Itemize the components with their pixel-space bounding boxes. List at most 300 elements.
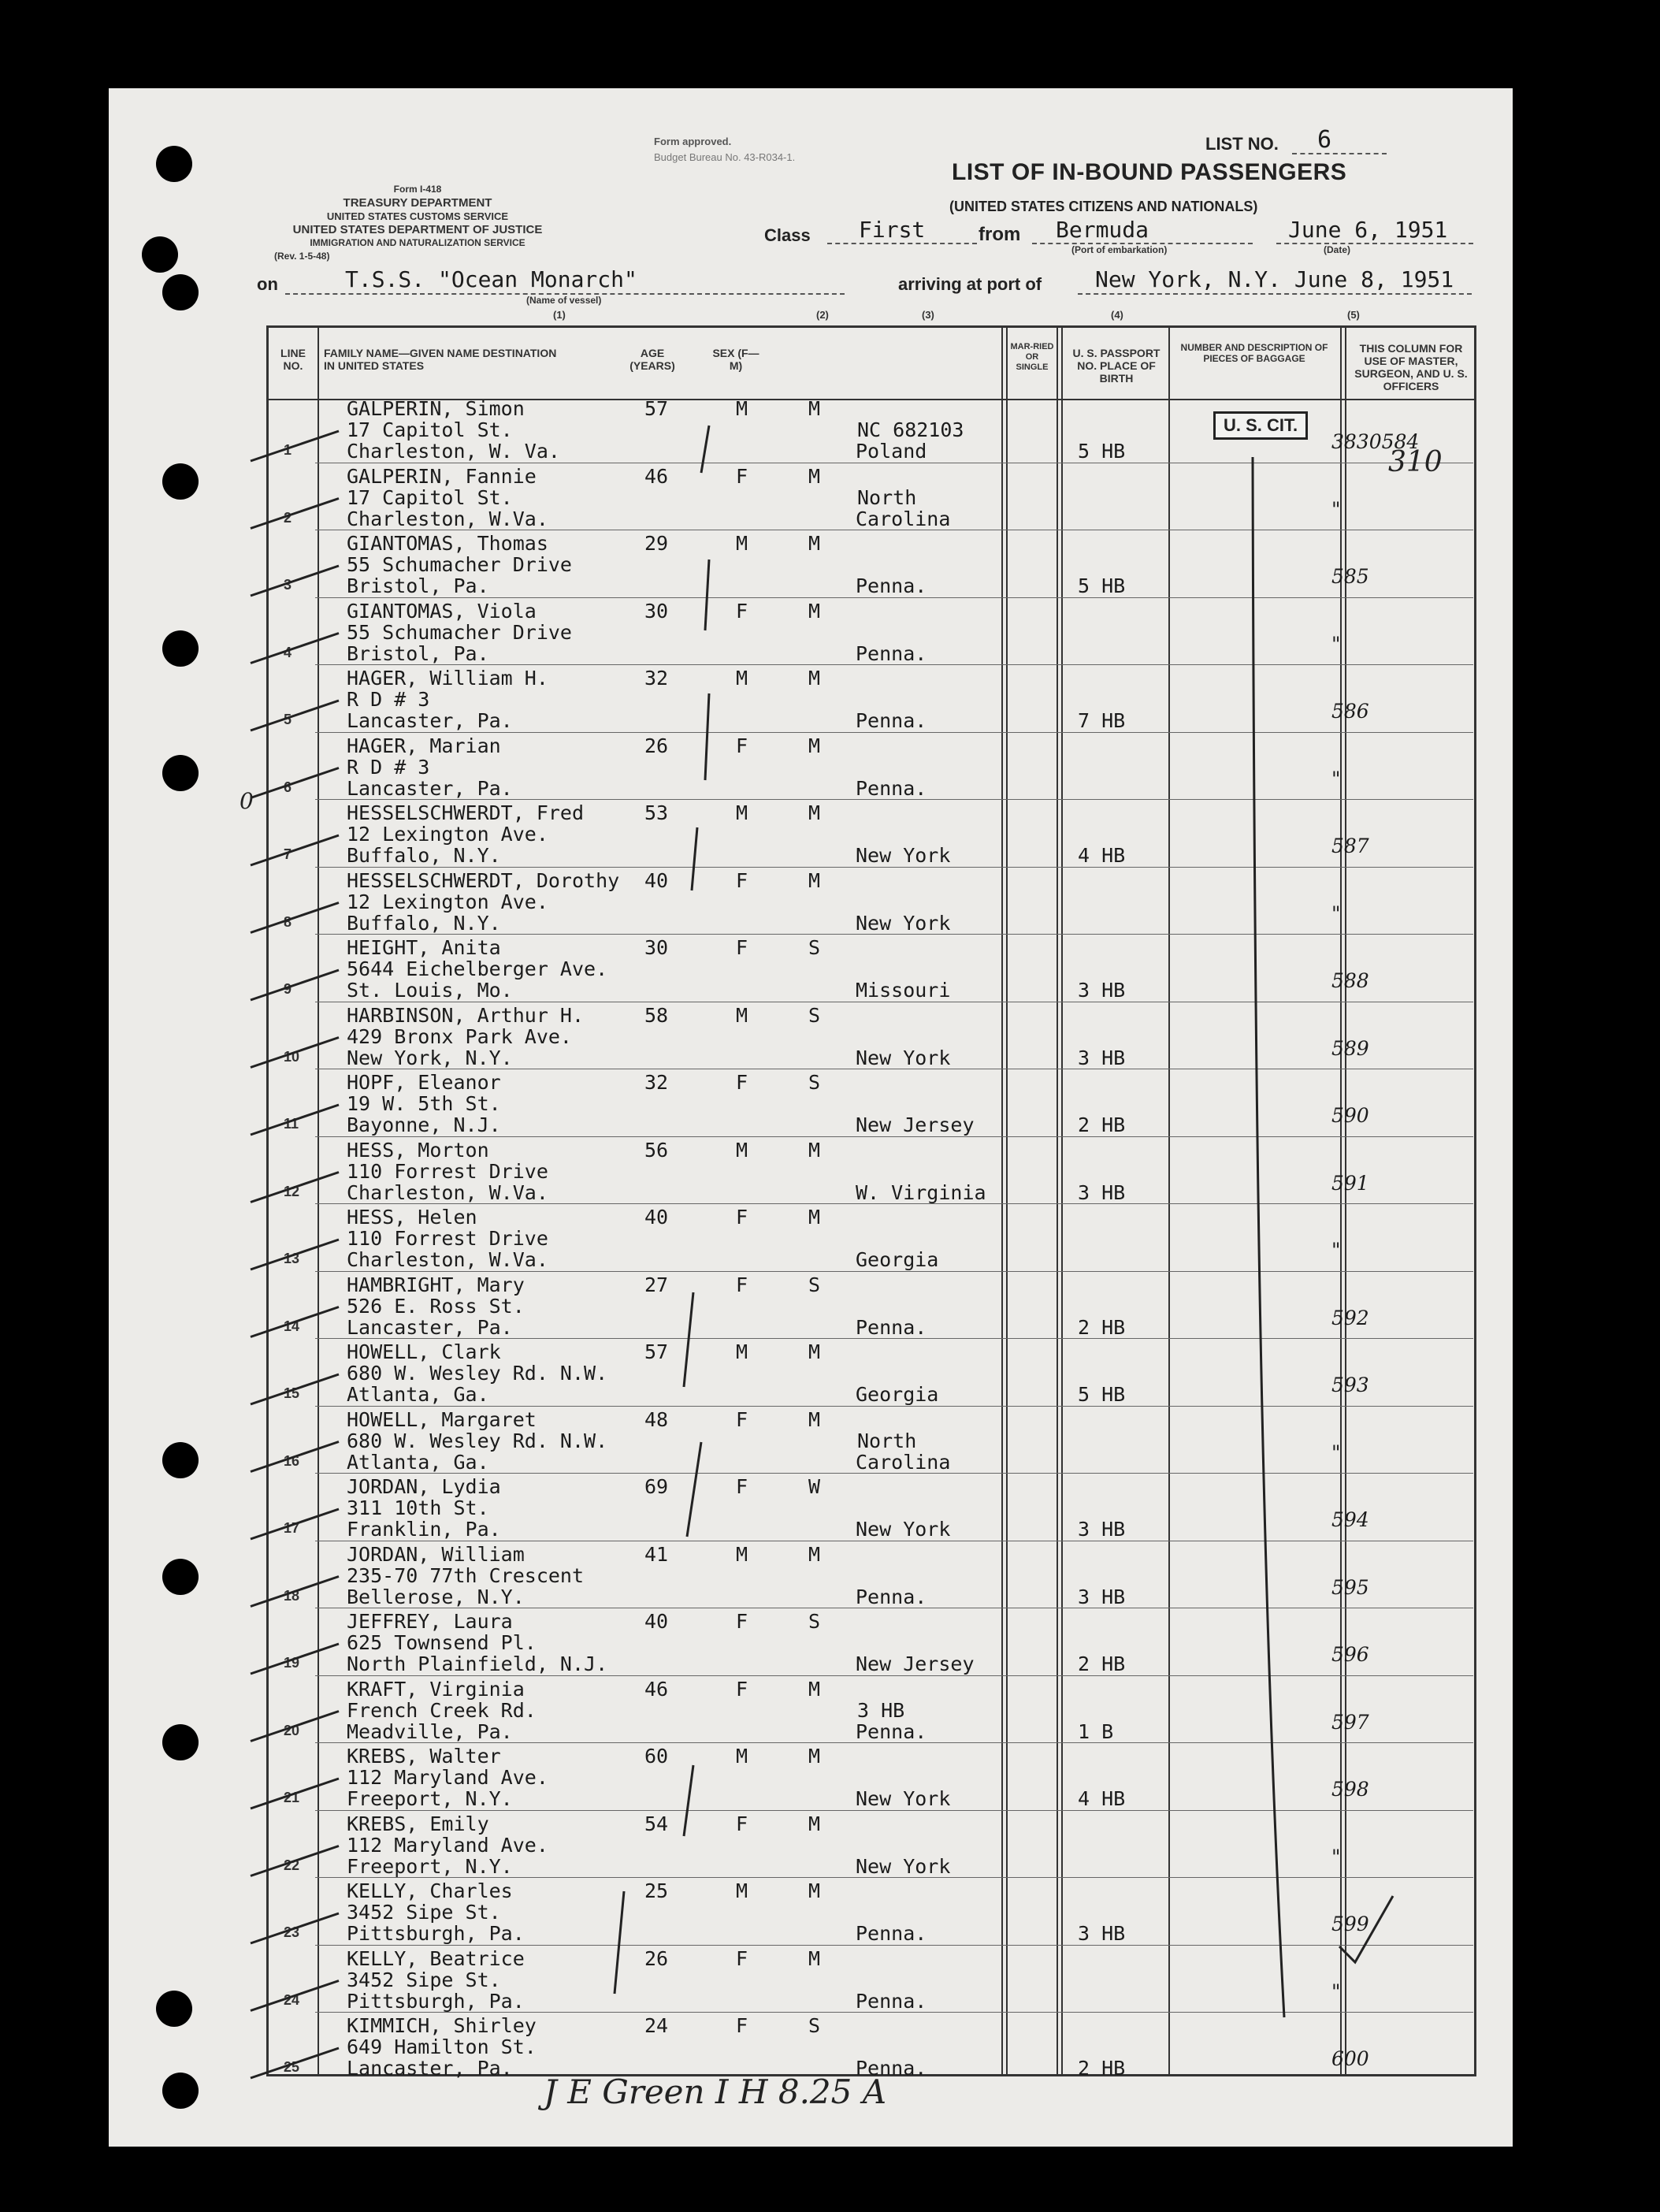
place-of-birth: New Jersey (856, 1652, 975, 1675)
passenger-city: New York, N.Y. (347, 1046, 513, 1069)
revision: (Rev. 1-5-48) (274, 251, 330, 262)
margin-tick (251, 768, 339, 798)
line-number: 11 (284, 1116, 299, 1132)
passenger-sex: M (736, 1003, 748, 1027)
passenger-age: 29 (644, 532, 669, 555)
passenger-name: HESS, Morton (347, 1138, 489, 1162)
baggage: 3 HB (1078, 1180, 1126, 1204)
marital-status: M (808, 1138, 821, 1162)
passenger-name: GIANTOMAS, Viola (347, 599, 537, 623)
passenger-name: KRAFT, Virginia (347, 1677, 525, 1701)
passenger-age: 54 (644, 1812, 669, 1835)
officer-note: " (1331, 1845, 1341, 1868)
margin-tick (251, 1644, 339, 1674)
passenger-city: Lancaster, Pa. (347, 2057, 513, 2080)
passenger-name: KELLY, Charles (347, 1879, 513, 1902)
passenger-city: Freeport, N.Y. (347, 1787, 513, 1810)
passenger-name: KELLY, Beatrice (347, 1946, 525, 1970)
passenger-address: 17 Capitol St. (347, 418, 513, 441)
place-of-birth: Poland (856, 440, 927, 463)
passenger-name: HAGER, William H. (347, 667, 548, 690)
baggage: 3 HB (1078, 1518, 1126, 1541)
passenger-address: 55 Schumacher Drive (347, 620, 572, 644)
vessel-caption: (Name of vessel) (526, 295, 602, 306)
passenger-name: JEFFREY, Laura (347, 1610, 513, 1633)
passenger-address: 680 W. Wesley Rd. N.W. (347, 1362, 608, 1385)
marital-status: M (808, 801, 821, 824)
passport-no: North (857, 1429, 917, 1452)
line-number: 20 (284, 1722, 300, 1738)
passenger-address: 12 Lexington Ave. (347, 823, 548, 846)
passenger-sex: F (736, 1677, 748, 1701)
passenger-age: 26 (644, 1946, 669, 1970)
col-num-1: (1) (553, 309, 566, 321)
baggage: 5 HB (1078, 440, 1126, 463)
marital-status: M (808, 1677, 821, 1701)
passenger-name: HOWELL, Clark (347, 1340, 501, 1363)
passenger-city: Charleston, W. Va. (347, 440, 560, 463)
from-value: Bermuda (1056, 217, 1149, 243)
baggage: 4 HB (1078, 844, 1126, 867)
marital-status: M (808, 532, 821, 555)
port-caption: (Port of embarkation) (1071, 244, 1168, 255)
passenger-sex: M (736, 532, 748, 555)
margin-tick (251, 1374, 339, 1404)
passenger-age: 56 (644, 1138, 669, 1162)
passenger-city: Atlanta, Ga. (347, 1383, 489, 1406)
passenger-sex: F (736, 1273, 748, 1296)
line-number: 4 (284, 644, 292, 660)
place-of-birth: Penna. (856, 1585, 927, 1608)
marital-status: S (808, 1003, 821, 1027)
passenger-age: 24 (644, 2014, 669, 2037)
passenger-sex: F (736, 464, 748, 488)
passenger-address: French Creek Rd. (347, 1698, 537, 1722)
place-of-birth: Penna. (856, 2057, 927, 2080)
passenger-age: 32 (644, 667, 669, 690)
treasury-dept: TREASURY DEPARTMENT (343, 196, 492, 210)
passenger-name: HESS, Helen (347, 1206, 477, 1229)
form-approved: Form approved. (654, 136, 732, 147)
margin-tick (251, 903, 339, 933)
passenger-name: HOWELL, Margaret (347, 1407, 537, 1431)
line-number: 25 (284, 2059, 300, 2075)
class-label: Class (764, 225, 811, 245)
passenger-age: 32 (644, 1071, 669, 1094)
passenger-name: HESSELSCHWERDT, Dorothy (347, 868, 620, 892)
passenger-sex: F (736, 1407, 748, 1431)
class-value: First (859, 217, 926, 243)
marital-status: M (808, 1812, 821, 1835)
marital-status: M (808, 1745, 821, 1768)
passenger-name: HESSELSCHWERDT, Fred (347, 801, 585, 824)
handwritten-stroke (684, 1292, 693, 1387)
passenger-sex: F (736, 936, 748, 959)
passenger-name: HAMBRIGHT, Mary (347, 1273, 525, 1296)
passenger-age: 57 (644, 397, 669, 420)
passenger-age: 26 (644, 734, 669, 757)
officer-note: 591 (1331, 1171, 1369, 1195)
page-subtitle: (UNITED STATES CITIZENS AND NATIONALS) (949, 199, 1258, 214)
passenger-address: 3452 Sipe St. (347, 1968, 501, 1991)
line-number: 10 (284, 1048, 300, 1065)
form-number: Form I-418 (393, 184, 442, 195)
place-of-birth: Penna. (856, 1989, 927, 2013)
officer-note: " (1331, 767, 1341, 790)
marital-status: M (808, 667, 821, 690)
line-number: 21 (284, 1790, 300, 1805)
line-number: 6 (284, 779, 292, 795)
check-mark (1339, 1896, 1393, 1962)
line-number: 5 (284, 712, 292, 727)
place-of-birth: New York (856, 1046, 951, 1069)
passenger-age: 30 (644, 599, 669, 623)
col-num-5: (5) (1347, 309, 1360, 321)
passenger-sex: F (736, 1812, 748, 1835)
passenger-address: 112 Maryland Ave. (347, 1766, 548, 1789)
passenger-city: North Plainfield, N.J. (347, 1652, 608, 1675)
officer-note: 585 (1331, 565, 1369, 588)
vessel-name: T.S.S. "Ocean Monarch" (345, 266, 637, 292)
marital-status: S (808, 1071, 821, 1094)
passenger-address: 112 Maryland Ave. (347, 1833, 548, 1857)
us-cit-stamp: U. S. CIT. (1213, 411, 1308, 440)
line-number: 14 (284, 1318, 300, 1334)
marital-status: S (808, 2014, 821, 2037)
passenger-sex: F (736, 1946, 748, 1970)
passenger-name: HARBINSON, Arthur H. (347, 1003, 585, 1027)
passport-no: 3 HB (857, 1698, 905, 1722)
baggage: 2 HB (1078, 1113, 1126, 1136)
passenger-age: 30 (644, 936, 669, 959)
passenger-name: HEIGHT, Anita (347, 936, 501, 959)
margin-tick (251, 634, 339, 664)
passenger-sex: F (736, 1071, 748, 1094)
passenger-address: R D # 3 (347, 688, 430, 711)
passenger-address: 12 Lexington Ave. (347, 890, 548, 913)
passenger-sex: M (736, 1542, 748, 1566)
line-number: 1 (284, 442, 292, 458)
margin-tick (251, 1307, 339, 1337)
passenger-city: Pittsburgh, Pa. (347, 1922, 525, 1945)
baggage: 5 HB (1078, 1383, 1126, 1406)
list-no-label: LIST NO. (1205, 134, 1279, 154)
passenger-address: R D # 3 (347, 755, 430, 779)
passenger-sex: F (736, 868, 748, 892)
passenger-city: Meadville, Pa. (347, 1719, 513, 1743)
passenger-city: Buffalo, N.Y. (347, 844, 501, 867)
officer-note: 597 (1331, 1710, 1369, 1734)
margin-tick (251, 1913, 339, 1943)
passenger-address: 19 W. 5th St. (347, 1092, 501, 1115)
passenger-city: Pittsburgh, Pa. (347, 1989, 525, 2013)
passenger-city: Lancaster, Pa. (347, 709, 513, 732)
passenger-city: Lancaster, Pa. (347, 776, 513, 800)
margin-tick (251, 1173, 339, 1203)
officer-note: 586 (1331, 700, 1369, 723)
baggage: 3 HB (1078, 1922, 1126, 1945)
passenger-age: 46 (644, 464, 669, 488)
handwritten-stroke (692, 827, 697, 890)
margin-tick (251, 1442, 339, 1472)
handwritten-stroke (701, 426, 709, 473)
marital-status: M (808, 1542, 821, 1566)
line-number: 3 (284, 577, 292, 593)
line-number: 24 (284, 1991, 300, 2008)
place-of-birth: Missouri (856, 979, 951, 1002)
passenger-age: 48 (644, 1407, 669, 1431)
line-number: 19 (284, 1655, 300, 1671)
passenger-name: KREBS, Emily (347, 1812, 489, 1835)
passenger-sex: F (736, 1610, 748, 1633)
margin-tick (251, 1981, 339, 2011)
line-number: 23 (284, 1924, 300, 1940)
from-label: from (979, 224, 1021, 245)
line-number: 9 (284, 981, 292, 997)
passenger-name: HAGER, Marian (347, 734, 501, 757)
marital-status: M (808, 1206, 821, 1229)
line-number: 15 (284, 1385, 300, 1401)
officer-note: " (1331, 1441, 1341, 1464)
passenger-address: 680 W. Wesley Rd. N.W. (347, 1429, 608, 1452)
baggage: 3 HB (1078, 1046, 1126, 1069)
baggage: 1 B (1078, 1719, 1114, 1743)
passenger-sex: F (736, 1475, 748, 1498)
officer-note: 588 (1331, 969, 1369, 992)
passenger-sex: M (736, 1138, 748, 1162)
officer-note: " (1331, 902, 1341, 925)
col-num-4: (4) (1111, 309, 1123, 321)
passenger-sex: F (736, 599, 748, 623)
passenger-city: Atlanta, Ga. (347, 1450, 489, 1474)
baggage: 2 HB (1078, 2057, 1126, 2080)
passport-no: NC 682103 (857, 418, 964, 441)
passenger-sex: F (736, 2014, 748, 2037)
passenger-city: Buffalo, N.Y. (347, 911, 501, 935)
line-number: 16 (284, 1452, 300, 1469)
passenger-sex: M (736, 667, 748, 690)
passenger-age: 27 (644, 1273, 669, 1296)
marital-status: M (808, 397, 821, 420)
margin-tick (251, 1577, 339, 1607)
margin-tick (251, 835, 339, 865)
passenger-city: Charleston, W.Va. (347, 1180, 548, 1204)
place-of-birth: Penna. (856, 1922, 927, 1945)
line-number: 22 (284, 1857, 300, 1873)
line-number: 12 (284, 1183, 300, 1199)
row1-extra-mark: 310 (1388, 446, 1443, 478)
officer-note: " (1331, 497, 1341, 521)
budget-bureau: Budget Bureau No. 43-R034-1. (654, 151, 796, 163)
passenger-city: Charleston, W.Va. (347, 1248, 548, 1271)
marital-status: M (808, 1946, 821, 1970)
passenger-age: 41 (644, 1542, 669, 1566)
margin-tick (251, 970, 339, 1000)
passenger-city: Bristol, Pa. (347, 574, 489, 597)
passenger-address: 235-70 77th Crescent (347, 1563, 585, 1587)
list-no-value: 6 (1317, 126, 1332, 154)
passenger-age: 53 (644, 801, 669, 824)
margin-tick (251, 1712, 339, 1742)
officer-note: " (1331, 1239, 1341, 1262)
place-of-birth: Penna. (856, 574, 927, 597)
line-number: 8 (284, 913, 292, 930)
marital-status: W (808, 1475, 821, 1498)
place-of-birth: Georgia (856, 1248, 939, 1271)
margin-tick (251, 1105, 339, 1135)
baggage: 2 HB (1078, 1652, 1126, 1675)
on-label: on (257, 274, 278, 294)
passenger-address: 311 10th St. (347, 1496, 489, 1519)
officer-note: 589 (1331, 1036, 1369, 1060)
passenger-address: 110 Forrest Drive (347, 1159, 548, 1183)
margin-tick (251, 701, 339, 731)
place-of-birth: Penna. (856, 1315, 927, 1339)
passenger-address: 55 Schumacher Drive (347, 553, 572, 576)
passenger-name: JORDAN, William (347, 1542, 525, 1566)
passenger-sex: M (736, 1745, 748, 1768)
place-of-birth: New York (856, 844, 951, 867)
page-title: LIST OF IN-BOUND PASSENGERS (952, 159, 1347, 185)
margin-tick (251, 1509, 339, 1539)
officer-note: 594 (1331, 1508, 1369, 1531)
handwritten-stroke (687, 1442, 701, 1537)
margin-tick (251, 566, 339, 596)
passenger-city: Lancaster, Pa. (347, 1315, 513, 1339)
passenger-name: HOPF, Eleanor (347, 1071, 501, 1094)
bottom-signature: J E Green I H 8.25 A (544, 2073, 887, 2111)
place-of-birth: Penna. (856, 641, 927, 665)
margin-tick (251, 1038, 339, 1068)
arriving-label: arriving at port of (898, 274, 1042, 294)
marital-status: S (808, 1610, 821, 1633)
passenger-age: 25 (644, 1879, 669, 1902)
place-of-birth: Georgia (856, 1383, 939, 1406)
marital-status: M (808, 464, 821, 488)
passenger-address: 429 Bronx Park Ave. (347, 1024, 572, 1048)
marital-status: S (808, 1273, 821, 1296)
line-number: 7 (284, 846, 292, 862)
passenger-name: KREBS, Walter (347, 1745, 501, 1768)
passenger-address: 526 E. Ross St. (347, 1294, 525, 1318)
margin-tick (251, 499, 339, 529)
col-line-no: LINE NO. (280, 347, 306, 372)
passenger-age: 40 (644, 1206, 669, 1229)
passenger-age: 46 (644, 1677, 669, 1701)
passenger-address: 3452 Sipe St. (347, 1901, 501, 1924)
passenger-age: 40 (644, 868, 669, 892)
line-number: 18 (284, 1587, 300, 1604)
passenger-city: Bayonne, N.J. (347, 1113, 501, 1136)
officer-note: 598 (1331, 1778, 1369, 1801)
passenger-name: GALPERIN, Fannie (347, 464, 537, 488)
marital-status: M (808, 599, 821, 623)
place-of-birth: Penna. (856, 776, 927, 800)
place-of-birth: New York (856, 1787, 951, 1810)
margin-tick (251, 1240, 339, 1270)
col-sex: SEX (F—M) (712, 347, 759, 372)
officer-note: " (1331, 632, 1341, 656)
handwritten-stroke (615, 1891, 624, 1994)
passenger-address: 17 Capitol St. (347, 485, 513, 509)
passenger-address: 5644 Eichelberger Ave. (347, 957, 608, 980)
margin-tick (251, 2048, 339, 2078)
baggage: 3 HB (1078, 979, 1126, 1002)
passenger-age: 40 (644, 1610, 669, 1633)
passenger-city: Bellerose, N.Y. (347, 1585, 525, 1608)
passenger-city: Freeport, N.Y. (347, 1854, 513, 1878)
place-of-birth: Carolina (856, 1450, 951, 1474)
col-married: MAR-RIED OR SINGLE (1010, 342, 1054, 372)
officer-note: 595 (1331, 1575, 1369, 1599)
officer-note: 599 (1331, 1913, 1369, 1935)
passenger-age: 60 (644, 1745, 669, 1768)
passenger-city: Charleston, W.Va. (347, 507, 548, 530)
passenger-sex: F (736, 1206, 748, 1229)
marital-status: M (808, 868, 821, 892)
passenger-name: KIMMICH, Shirley (347, 2014, 537, 2037)
place-of-birth: New Jersey (856, 1113, 975, 1136)
passenger-sex: M (736, 1879, 748, 1902)
passport-no: North (857, 485, 917, 509)
passenger-age: 58 (644, 1003, 669, 1027)
place-of-birth: W. Virginia (856, 1180, 986, 1204)
passenger-name: GALPERIN, Simon (347, 397, 525, 420)
passenger-name: GIANTOMAS, Thomas (347, 532, 548, 555)
officer-note: " (1331, 1980, 1341, 2003)
marital-status: M (808, 734, 821, 757)
passenger-city: Franklin, Pa. (347, 1518, 501, 1541)
margin-tick (251, 431, 339, 461)
baggage: 2 HB (1078, 1315, 1126, 1339)
passenger-city: St. Louis, Mo. (347, 979, 513, 1002)
margin-mark: 0 (240, 788, 254, 814)
passenger-address: 649 Hamilton St. (347, 2035, 537, 2058)
col-num-3: (3) (922, 309, 934, 321)
baggage: 3 HB (1078, 1585, 1126, 1608)
arrival-port-date: New York, N.Y. June 8, 1951 (1095, 266, 1454, 292)
handwritten-stroke (684, 1765, 693, 1836)
passenger-name: JORDAN, Lydia (347, 1475, 501, 1498)
customs-service: UNITED STATES CUSTOMS SERVICE (326, 210, 509, 222)
place-of-birth: Penna. (856, 1719, 927, 1743)
departure-date: June 6, 1951 (1288, 217, 1448, 243)
passenger-address: 110 Forrest Drive (347, 1227, 548, 1250)
place-of-birth: Penna. (856, 709, 927, 732)
marital-status: M (808, 1340, 821, 1363)
place-of-birth: New York (856, 1854, 951, 1878)
date-caption: (Date) (1324, 244, 1351, 255)
officer-note: 587 (1331, 835, 1369, 857)
passenger-age: 57 (644, 1340, 669, 1363)
ins-service: IMMIGRATION AND NATURALIZATION SERVICE (310, 237, 525, 248)
baggage: 5 HB (1078, 574, 1126, 597)
col-num-2: (2) (816, 309, 829, 321)
passenger-address: 625 Townsend Pl. (347, 1631, 537, 1654)
officer-note: 592 (1331, 1306, 1369, 1329)
passenger-sex: M (736, 801, 748, 824)
place-of-birth: New York (856, 1518, 951, 1541)
line-number: 2 (284, 509, 292, 526)
passenger-age: 69 (644, 1475, 669, 1498)
justice-dept: UNITED STATES DEPARTMENT OF JUSTICE (292, 223, 543, 236)
col-name: FAMILY NAME—GIVEN NAME DESTINATION IN UNITED STATES (324, 347, 557, 372)
passenger-sex: F (736, 734, 748, 757)
place-of-birth: Carolina (856, 507, 951, 530)
passenger-city: Bristol, Pa. (347, 641, 489, 665)
officer-note: 593 (1331, 1374, 1369, 1396)
place-of-birth: New York (856, 911, 951, 935)
